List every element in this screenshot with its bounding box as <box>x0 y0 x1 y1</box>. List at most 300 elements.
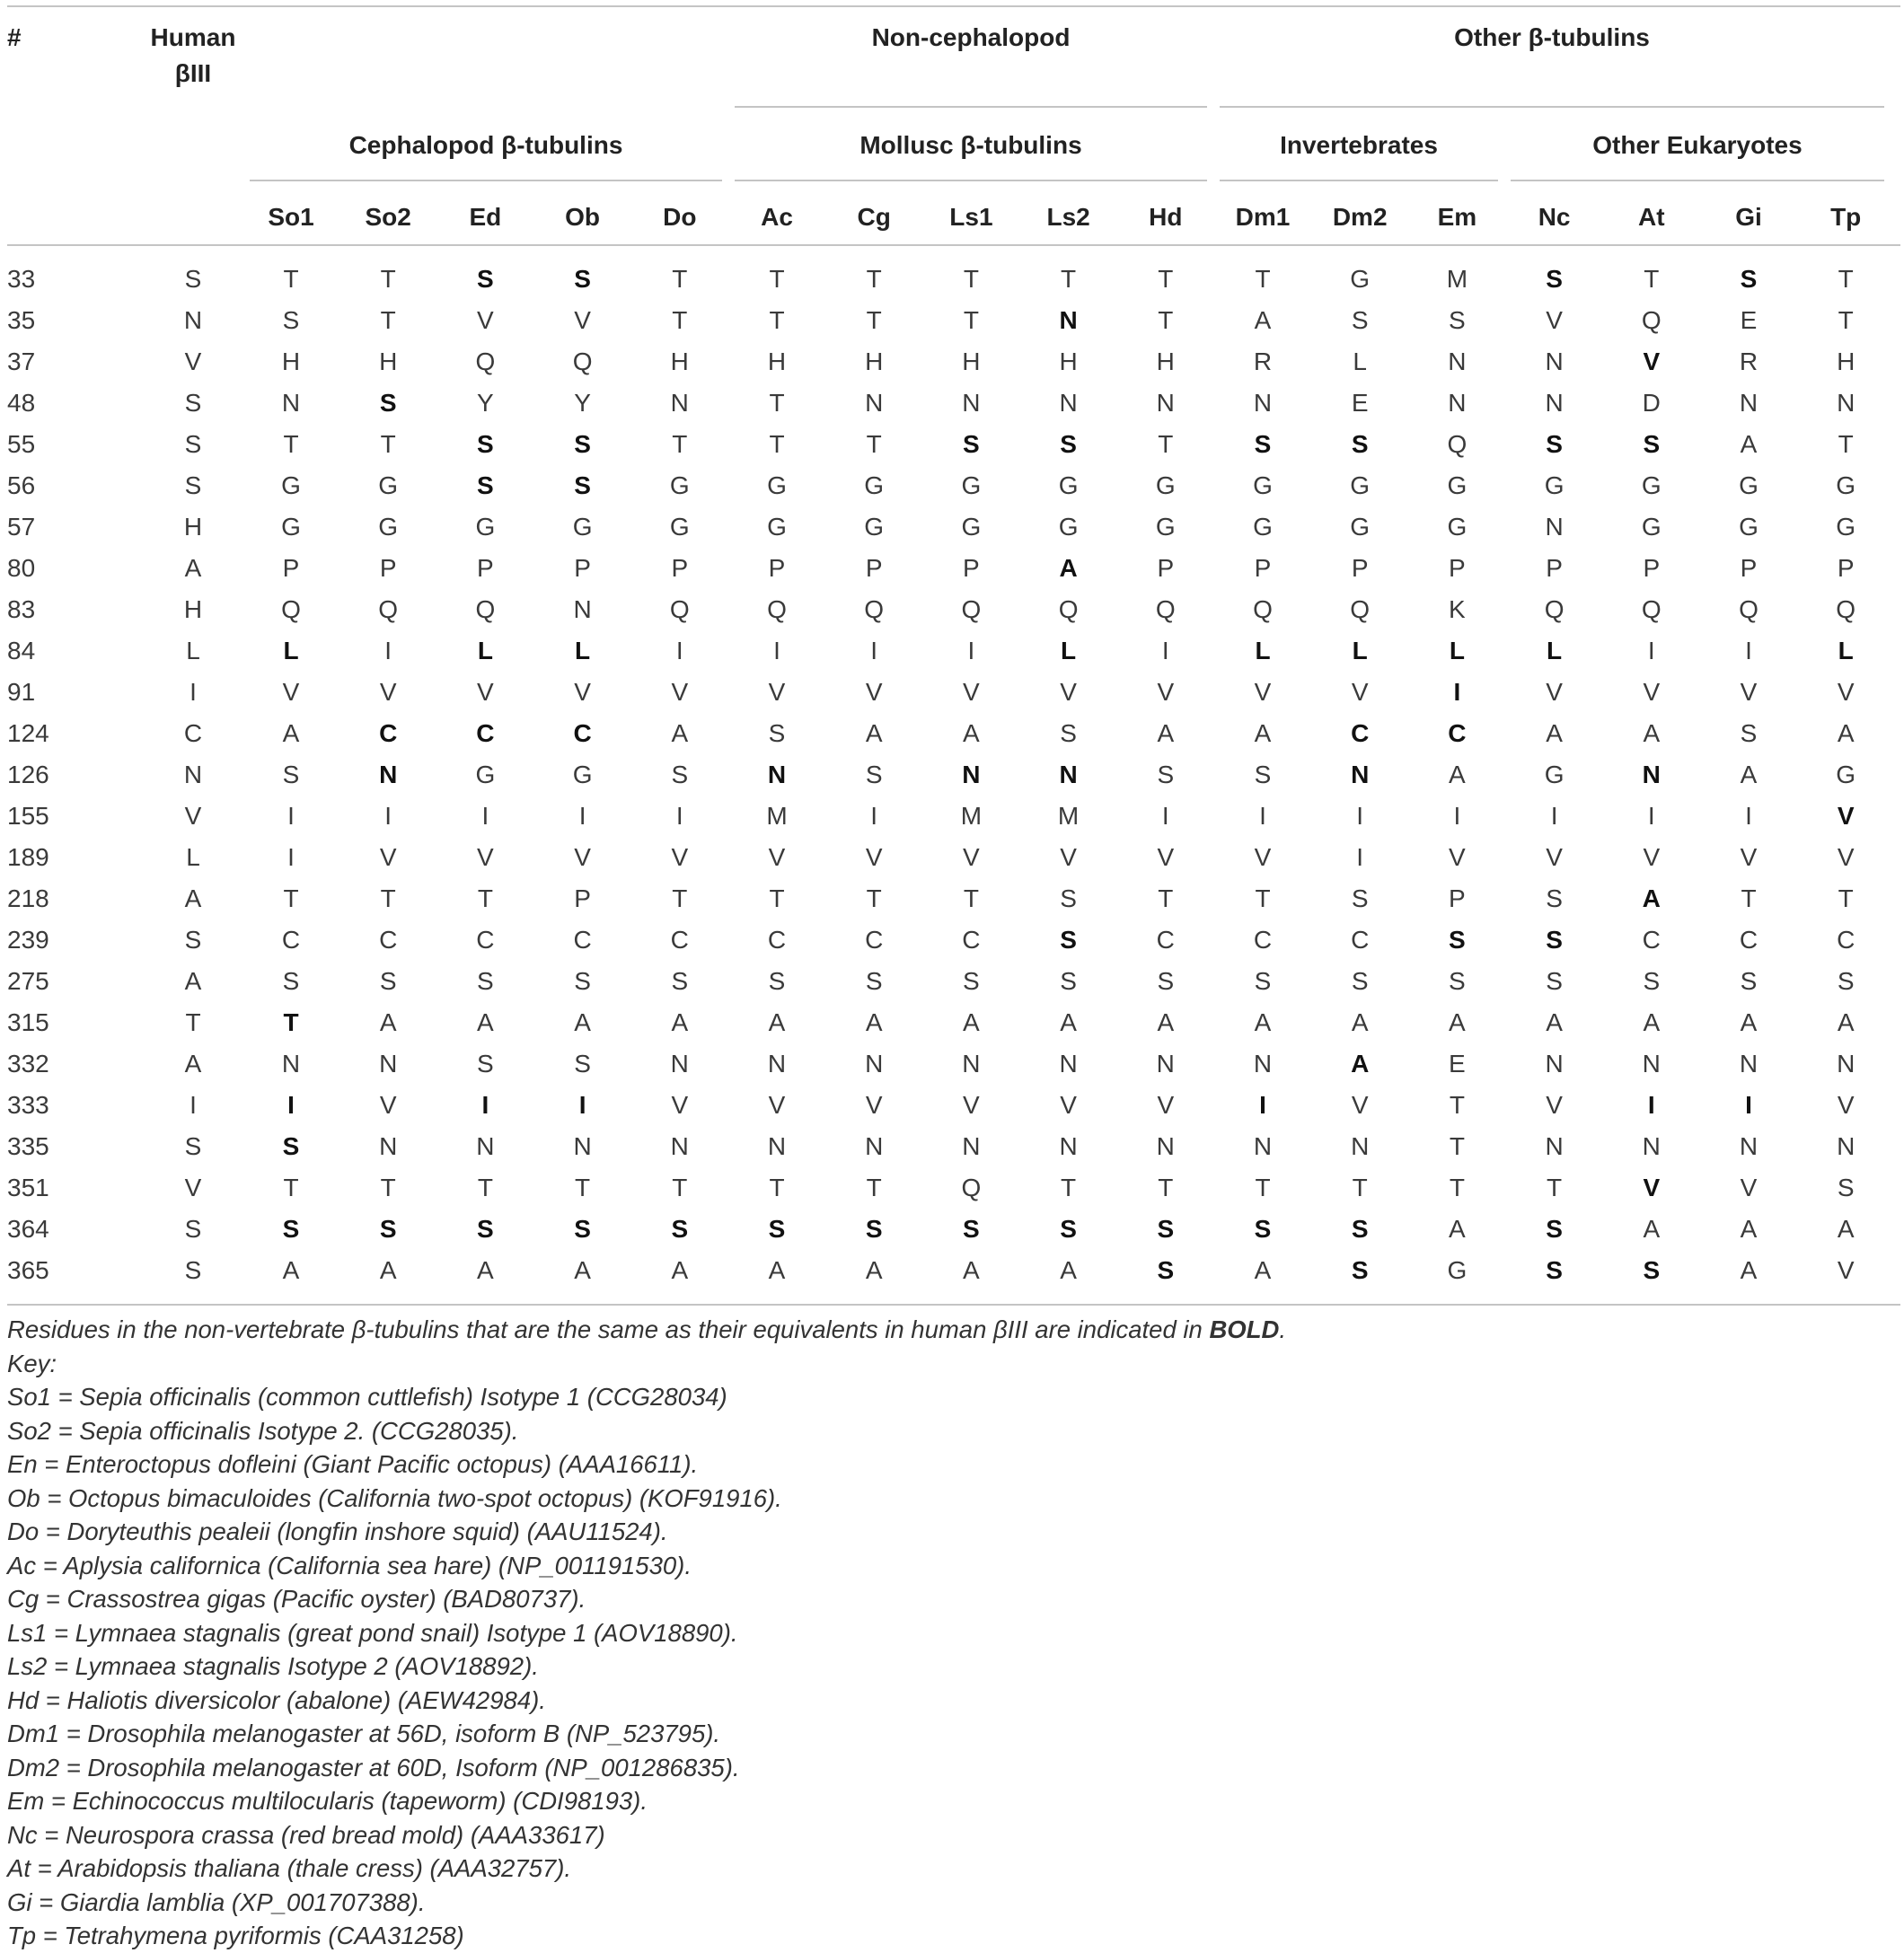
residue-cell-tp: V <box>1837 678 1855 706</box>
residue-position: 37 <box>7 347 36 375</box>
residue-cell-ed: S <box>477 430 494 458</box>
residue-cell-tp: G <box>1836 513 1856 541</box>
human-residue: H <box>183 513 203 541</box>
residue-cell-dm2: E <box>1351 389 1369 417</box>
residue-cell-ls2: A <box>1060 1256 1077 1284</box>
residue-cell-so2: V <box>379 678 397 706</box>
human-residue: T <box>185 1008 201 1036</box>
residue-cell-so2: V <box>379 843 397 871</box>
residue-cell-so2: T <box>380 265 396 293</box>
table-row <box>0 1209 1904 1250</box>
residue-cell-do: S <box>671 761 689 788</box>
residue-cell-gi: A <box>1740 430 1758 458</box>
residue-cell-em: S <box>1449 967 1466 995</box>
residue-cell-so2: N <box>379 1050 398 1078</box>
residue-cell-ob: T <box>575 1174 591 1201</box>
residue-cell-so1: G <box>281 471 301 499</box>
residue-cell-gi: V <box>1740 843 1758 871</box>
residue-position: 57 <box>7 513 36 541</box>
key-item: So1 = Sepia officinalis (common cuttlefish) Isotype 1 (CCG28034) <box>7 1383 727 1411</box>
table-row <box>0 1167 1904 1209</box>
residue-cell-so2: T <box>380 306 396 334</box>
residue-cell-ob: S <box>574 1215 591 1243</box>
residue-cell-at: V <box>1643 1174 1661 1201</box>
residue-cell-at: G <box>1641 513 1662 541</box>
table-row <box>0 961 1904 1002</box>
residue-cell-do: S <box>671 967 689 995</box>
residue-cell-dm2: P <box>1351 554 1369 582</box>
residue-cell-ob: G <box>572 513 593 541</box>
residue-cell-so2: C <box>379 719 398 747</box>
residue-cell-ls2: N <box>1059 389 1078 417</box>
residue-cell-ob: S <box>574 265 591 293</box>
residue-cell-gi: V <box>1740 678 1758 706</box>
residue-cell-at: N <box>1642 761 1661 788</box>
key-item: Nc = Neurospora crassa (red bread mold) (AAA33617) <box>7 1820 605 1849</box>
residue-cell-tp: A <box>1837 1008 1855 1036</box>
residue-cell-dm2: G <box>1350 265 1371 293</box>
residue-cell-so1: S <box>282 306 300 334</box>
residue-position: 56 <box>7 471 36 499</box>
residue-cell-ls2: M <box>1057 802 1080 830</box>
residue-cell-dm2: I <box>1356 802 1364 830</box>
key-item: Ls2 = Lymnaea stagnalis Isotype 2 (AOV18892). <box>7 1652 539 1680</box>
residue-cell-at: V <box>1643 678 1661 706</box>
residue-cell-so1: C <box>281 926 301 954</box>
residue-cell-ls2: N <box>1059 306 1078 334</box>
human-residue: N <box>183 306 203 334</box>
residue-cell-tp: S <box>1837 1174 1855 1201</box>
residue-cell-cg: S <box>865 761 883 788</box>
residue-cell-so2: T <box>380 430 396 458</box>
residue-cell-hd: V <box>1157 843 1175 871</box>
table-row <box>0 465 1904 506</box>
residue-cell-nc: A <box>1546 719 1563 747</box>
human-residue: S <box>184 471 202 499</box>
residue-cell-at: A <box>1643 1215 1661 1243</box>
table-row <box>0 1002 1904 1043</box>
residue-cell-so2: S <box>379 389 397 417</box>
residue-cell-ls1: A <box>963 1008 980 1036</box>
col-header-so2: So2 <box>365 203 411 231</box>
residue-cell-at: N <box>1642 1132 1661 1160</box>
residue-cell-so2: C <box>379 926 398 954</box>
residue-cell-so2: Q <box>378 595 399 623</box>
residue-cell-ac: T <box>769 389 785 417</box>
residue-cell-hd: S <box>1157 1256 1175 1284</box>
residue-cell-dm1: S <box>1254 761 1272 788</box>
residue-cell-do: C <box>670 926 689 954</box>
human-residue: S <box>184 926 202 954</box>
residue-cell-ac: N <box>767 761 787 788</box>
residue-cell-cg: T <box>866 265 882 293</box>
residue-cell-hd: C <box>1156 926 1175 954</box>
residue-cell-so2: N <box>379 761 398 788</box>
residue-cell-nc: V <box>1546 1091 1563 1119</box>
residue-cell-hd: A <box>1157 1008 1175 1036</box>
residue-cell-ls2: S <box>1060 719 1077 747</box>
residue-cell-tp: A <box>1837 719 1855 747</box>
human-residue: A <box>184 1050 202 1078</box>
residue-cell-dm2: C <box>1351 719 1370 747</box>
residue-cell-dm2: V <box>1351 678 1369 706</box>
residue-cell-ls2: Q <box>1058 595 1079 623</box>
residue-cell-ed: S <box>477 1215 494 1243</box>
residue-cell-tp: T <box>1838 306 1854 334</box>
residue-cell-ls2: S <box>1060 967 1077 995</box>
residue-cell-ls2: L <box>1061 637 1077 664</box>
residue-cell-em: A <box>1449 761 1466 788</box>
human-residue: A <box>184 884 202 912</box>
residue-cell-at: P <box>1643 554 1661 582</box>
residue-cell-ob: P <box>574 554 591 582</box>
col-header-dm2: Dm2 <box>1332 203 1388 231</box>
residue-cell-so1: T <box>283 430 299 458</box>
residue-cell-ls1: V <box>963 1091 980 1119</box>
key-item: Gi = Giardia lamblia (XP_001707388). <box>7 1887 426 1916</box>
residue-cell-gi: I <box>1745 1091 1752 1119</box>
residue-cell-ls1: A <box>963 719 980 747</box>
residue-cell-dm1: S <box>1254 430 1272 458</box>
residue-cell-em: T <box>1449 1174 1465 1201</box>
residue-cell-so1: T <box>283 1008 299 1036</box>
residue-cell-ac: Q <box>767 595 787 623</box>
col-header-so1: So1 <box>268 203 314 231</box>
table-row <box>0 1250 1904 1291</box>
group-header-cephalopod: Cephalopod β-tubulins <box>348 131 623 159</box>
residue-cell-ed: A <box>477 1008 494 1036</box>
residue-cell-cg: N <box>865 1050 884 1078</box>
residue-cell-tp: N <box>1837 1132 1856 1160</box>
residue-position: 48 <box>7 389 36 417</box>
residue-cell-gi: V <box>1740 1174 1758 1201</box>
residue-cell-gi: N <box>1739 1132 1759 1160</box>
residue-cell-cg: N <box>865 1132 884 1160</box>
residue-cell-ob: N <box>573 1132 592 1160</box>
residue-position: 333 <box>7 1091 49 1119</box>
residue-cell-nc: N <box>1545 347 1564 375</box>
residue-cell-nc: G <box>1544 761 1565 788</box>
residue-cell-ls1: V <box>963 678 980 706</box>
residue-cell-hd: I <box>1161 637 1169 664</box>
residue-cell-cg: V <box>865 678 883 706</box>
residue-cell-so1: N <box>281 389 301 417</box>
human-residue: L <box>186 637 200 664</box>
residue-cell-cg: T <box>866 306 882 334</box>
residue-position: 35 <box>7 306 36 334</box>
group-underline-other-eukaryotes <box>1511 180 1884 181</box>
residue-cell-dm1: R <box>1253 347 1273 375</box>
residue-cell-hd: V <box>1157 1091 1175 1119</box>
residue-cell-at: A <box>1643 1008 1661 1036</box>
residue-cell-ob: S <box>574 967 591 995</box>
human-residue: N <box>183 761 203 788</box>
residue-cell-ac: I <box>773 637 780 664</box>
table-row <box>0 713 1904 754</box>
residue-cell-so2: T <box>380 884 396 912</box>
residue-cell-ed: S <box>477 1050 494 1078</box>
residue-cell-cg: S <box>865 1215 883 1243</box>
residue-cell-ed: V <box>477 678 494 706</box>
residue-cell-ed: Q <box>475 347 496 375</box>
residue-cell-ob: L <box>575 637 591 664</box>
residue-cell-ed: S <box>477 967 494 995</box>
residue-position: 55 <box>7 430 36 458</box>
residue-cell-ac: S <box>768 719 786 747</box>
col-header-do: Do <box>663 203 697 231</box>
residue-cell-do: I <box>675 637 683 664</box>
residue-cell-gi: G <box>1739 513 1759 541</box>
residue-cell-dm2: N <box>1351 761 1370 788</box>
residue-cell-dm2: C <box>1351 926 1370 954</box>
residue-cell-hd: T <box>1158 884 1174 912</box>
residue-cell-cg: T <box>866 430 882 458</box>
residue-cell-cg: T <box>866 884 882 912</box>
residue-cell-ls2: S <box>1060 1215 1077 1243</box>
residue-cell-ac: V <box>768 843 786 871</box>
residue-cell-dm2: N <box>1351 1132 1370 1160</box>
residue-cell-ac: G <box>767 471 787 499</box>
key-item: Em = Echinococcus multilocularis (tapeworm) (CDI98193). <box>7 1787 648 1815</box>
residue-cell-ac: S <box>768 967 786 995</box>
col-header-dm1: Dm1 <box>1235 203 1291 231</box>
residue-cell-so2: I <box>384 637 392 664</box>
residue-cell-hd: N <box>1156 1050 1175 1078</box>
residue-cell-dm2: A <box>1351 1050 1370 1078</box>
residue-cell-em: N <box>1448 347 1467 375</box>
residue-cell-ob: Q <box>572 347 593 375</box>
residue-cell-em: S <box>1449 306 1466 334</box>
residue-cell-hd: S <box>1157 1215 1175 1243</box>
residue-cell-gi: Q <box>1739 595 1759 623</box>
residue-cell-at: Q <box>1641 595 1662 623</box>
residue-cell-so2: I <box>384 802 392 830</box>
residue-cell-hd: P <box>1157 554 1175 582</box>
residue-cell-ob: S <box>574 1050 591 1078</box>
residue-cell-at: D <box>1642 389 1661 417</box>
residue-cell-cg: T <box>866 1174 882 1201</box>
residue-cell-so1: T <box>283 1174 299 1201</box>
residue-cell-cg: V <box>865 1091 883 1119</box>
residue-cell-gi: E <box>1740 306 1758 334</box>
residue-cell-ac: T <box>769 1174 785 1201</box>
residue-cell-dm1: C <box>1253 926 1273 954</box>
residue-cell-dm2: I <box>1356 843 1364 871</box>
residue-cell-ac: T <box>769 884 785 912</box>
residue-cell-gi: N <box>1739 389 1759 417</box>
table-row <box>0 589 1904 630</box>
residue-cell-ls1: P <box>963 554 980 582</box>
residue-cell-ob: S <box>574 471 591 499</box>
residue-cell-tp: N <box>1837 389 1856 417</box>
residue-cell-nc: N <box>1545 389 1564 417</box>
residue-cell-ed: A <box>477 1256 494 1284</box>
residue-cell-dm1: N <box>1253 1050 1273 1078</box>
col-header-human-line1: Human <box>150 23 236 51</box>
residue-position: 275 <box>7 967 49 995</box>
residue-cell-so1: Q <box>281 595 301 623</box>
residue-cell-ob: S <box>574 430 591 458</box>
residue-cell-ed: L <box>477 637 493 664</box>
residue-cell-so1: S <box>282 1132 300 1160</box>
residue-cell-tp: V <box>1837 1256 1855 1284</box>
residue-cell-so1: I <box>287 802 295 830</box>
group-header-other-eukaryotes: Other Eukaryotes <box>1592 131 1803 159</box>
residue-cell-gi: P <box>1740 554 1758 582</box>
header-bottom-border <box>7 244 1900 246</box>
residue-cell-tp: S <box>1837 967 1855 995</box>
human-residue: S <box>184 265 202 293</box>
residue-cell-dm1: T <box>1255 1174 1271 1201</box>
residue-cell-do: S <box>671 1215 689 1243</box>
residue-cell-dm2: G <box>1350 513 1371 541</box>
residue-position: 315 <box>7 1008 49 1036</box>
residue-cell-cg: N <box>865 389 884 417</box>
residue-cell-tp: Q <box>1836 595 1856 623</box>
residue-cell-em: P <box>1449 884 1466 912</box>
residue-cell-ob: G <box>572 761 593 788</box>
residue-cell-hd: T <box>1158 430 1174 458</box>
human-residue: L <box>186 843 200 871</box>
residue-cell-nc: S <box>1546 926 1563 954</box>
residue-cell-cg: G <box>864 513 885 541</box>
residue-cell-dm1: A <box>1254 306 1272 334</box>
residue-cell-hd: A <box>1157 719 1175 747</box>
table-row <box>0 1126 1904 1167</box>
table-top-border <box>7 5 1900 7</box>
residue-position: 365 <box>7 1256 49 1284</box>
residue-cell-tp: T <box>1838 884 1854 912</box>
residue-cell-at: A <box>1642 884 1661 912</box>
residue-cell-cg: Q <box>864 595 885 623</box>
residue-cell-dm2: Q <box>1350 595 1371 623</box>
residue-position: 155 <box>7 802 49 830</box>
residue-cell-ob: I <box>578 1091 586 1119</box>
key-item: Ac = Aplysia californica (California sea hare) (NP_001191530). <box>7 1551 692 1579</box>
residue-cell-dm1: A <box>1254 1008 1272 1036</box>
table-row <box>0 548 1904 589</box>
residue-cell-ls2: V <box>1060 678 1077 706</box>
residue-cell-ob: I <box>578 802 586 830</box>
residue-cell-em: T <box>1449 1132 1465 1160</box>
residue-cell-tp: H <box>1837 347 1856 375</box>
residue-cell-gi: I <box>1745 802 1752 830</box>
residue-cell-ls1: G <box>961 471 982 499</box>
residue-cell-ac: M <box>766 802 788 830</box>
residue-cell-cg: S <box>865 967 883 995</box>
group-header-invertebrates: Invertebrates <box>1280 131 1438 159</box>
residue-cell-ed: Q <box>475 595 496 623</box>
residue-cell-do: N <box>670 1050 689 1078</box>
table-row <box>0 630 1904 672</box>
group-underline-invertebrates <box>1220 180 1498 181</box>
residue-cell-ac: T <box>769 265 785 293</box>
residue-cell-gi: A <box>1740 1215 1758 1243</box>
residue-cell-ed: I <box>481 802 489 830</box>
residue-cell-ob: V <box>574 678 591 706</box>
residue-cell-ls2: V <box>1060 843 1077 871</box>
residue-cell-em: A <box>1449 1008 1466 1036</box>
residue-cell-cg: A <box>865 1008 883 1036</box>
residue-cell-ac: S <box>768 1215 786 1243</box>
residue-cell-nc: S <box>1546 1256 1563 1284</box>
group-underline-other-beta <box>1220 106 1884 108</box>
residue-cell-em: G <box>1447 1256 1468 1284</box>
human-residue: S <box>184 1256 202 1284</box>
human-residue: S <box>184 389 202 417</box>
residue-cell-em: L <box>1449 637 1465 664</box>
residue-cell-at: I <box>1647 802 1655 830</box>
key-item: Cg = Crassostrea gigas (Pacific oyster) (BAD80737). <box>7 1585 586 1613</box>
residue-position: 189 <box>7 843 49 871</box>
residue-cell-hd: N <box>1156 1132 1175 1160</box>
table-footnotes <box>7 1313 1893 1953</box>
key-item: At = Arabidopsis thaliana (thale cress) (AAA32757). <box>7 1854 571 1882</box>
residue-cell-tp: C <box>1837 926 1856 954</box>
human-residue: I <box>190 1091 197 1119</box>
residue-cell-em: P <box>1449 554 1466 582</box>
residue-cell-so1: A <box>282 719 300 747</box>
residue-cell-dm2: G <box>1350 471 1371 499</box>
group-header-mollusc: Mollusc β-tubulins <box>859 131 1082 159</box>
residue-cell-em: A <box>1449 1215 1466 1243</box>
residue-cell-dm2: S <box>1351 306 1369 334</box>
residue-cell-ac: C <box>767 926 787 954</box>
residue-cell-dm1: A <box>1254 1256 1272 1284</box>
residue-cell-so2: V <box>379 1091 397 1119</box>
key-item: Ob = Octopus bimaculoides (California two-spot octopus) (KOF91916). <box>7 1483 782 1512</box>
residue-cell-so1: I <box>287 1091 295 1119</box>
residue-position: 124 <box>7 719 49 747</box>
residue-cell-do: A <box>671 719 689 747</box>
residue-cell-dm1: I <box>1259 1091 1266 1119</box>
residue-cell-em: T <box>1449 1091 1465 1119</box>
residue-cell-em: I <box>1453 802 1461 830</box>
residue-cell-hd: T <box>1158 265 1174 293</box>
residue-cell-do: N <box>670 1132 689 1160</box>
residue-cell-dm1: I <box>1259 802 1266 830</box>
residue-cell-so1: I <box>287 843 295 871</box>
residue-cell-ls2: G <box>1058 513 1079 541</box>
residue-cell-ls2: V <box>1060 1091 1077 1119</box>
residue-cell-em: K <box>1449 595 1466 623</box>
residue-cell-dm2: S <box>1351 884 1369 912</box>
residue-cell-do: T <box>672 430 688 458</box>
residue-cell-nc: N <box>1545 1132 1564 1160</box>
residue-cell-dm1: N <box>1253 1132 1273 1160</box>
residue-cell-dm2: A <box>1351 1008 1369 1036</box>
residue-cell-ob: Y <box>574 389 591 417</box>
residue-cell-ls1: A <box>963 1256 980 1284</box>
residue-cell-do: V <box>671 1091 689 1119</box>
residue-cell-nc: N <box>1545 1050 1564 1078</box>
residue-cell-hd: V <box>1157 678 1175 706</box>
residue-cell-em: N <box>1448 389 1467 417</box>
residue-cell-so2: A <box>379 1008 397 1036</box>
residue-cell-at: S <box>1643 430 1661 458</box>
residue-cell-tp: T <box>1838 265 1854 293</box>
residue-cell-ac: T <box>769 306 785 334</box>
residue-cell-at: N <box>1642 1050 1661 1078</box>
human-residue: A <box>184 967 202 995</box>
residue-cell-at: S <box>1643 967 1661 995</box>
residue-cell-ls2: S <box>1060 884 1077 912</box>
residue-cell-gi: N <box>1739 1050 1759 1078</box>
col-header-human-line2: βIII <box>174 59 212 87</box>
residue-cell-gi: S <box>1740 719 1758 747</box>
residue-cell-gi: S <box>1740 265 1758 293</box>
human-residue: H <box>183 595 203 623</box>
